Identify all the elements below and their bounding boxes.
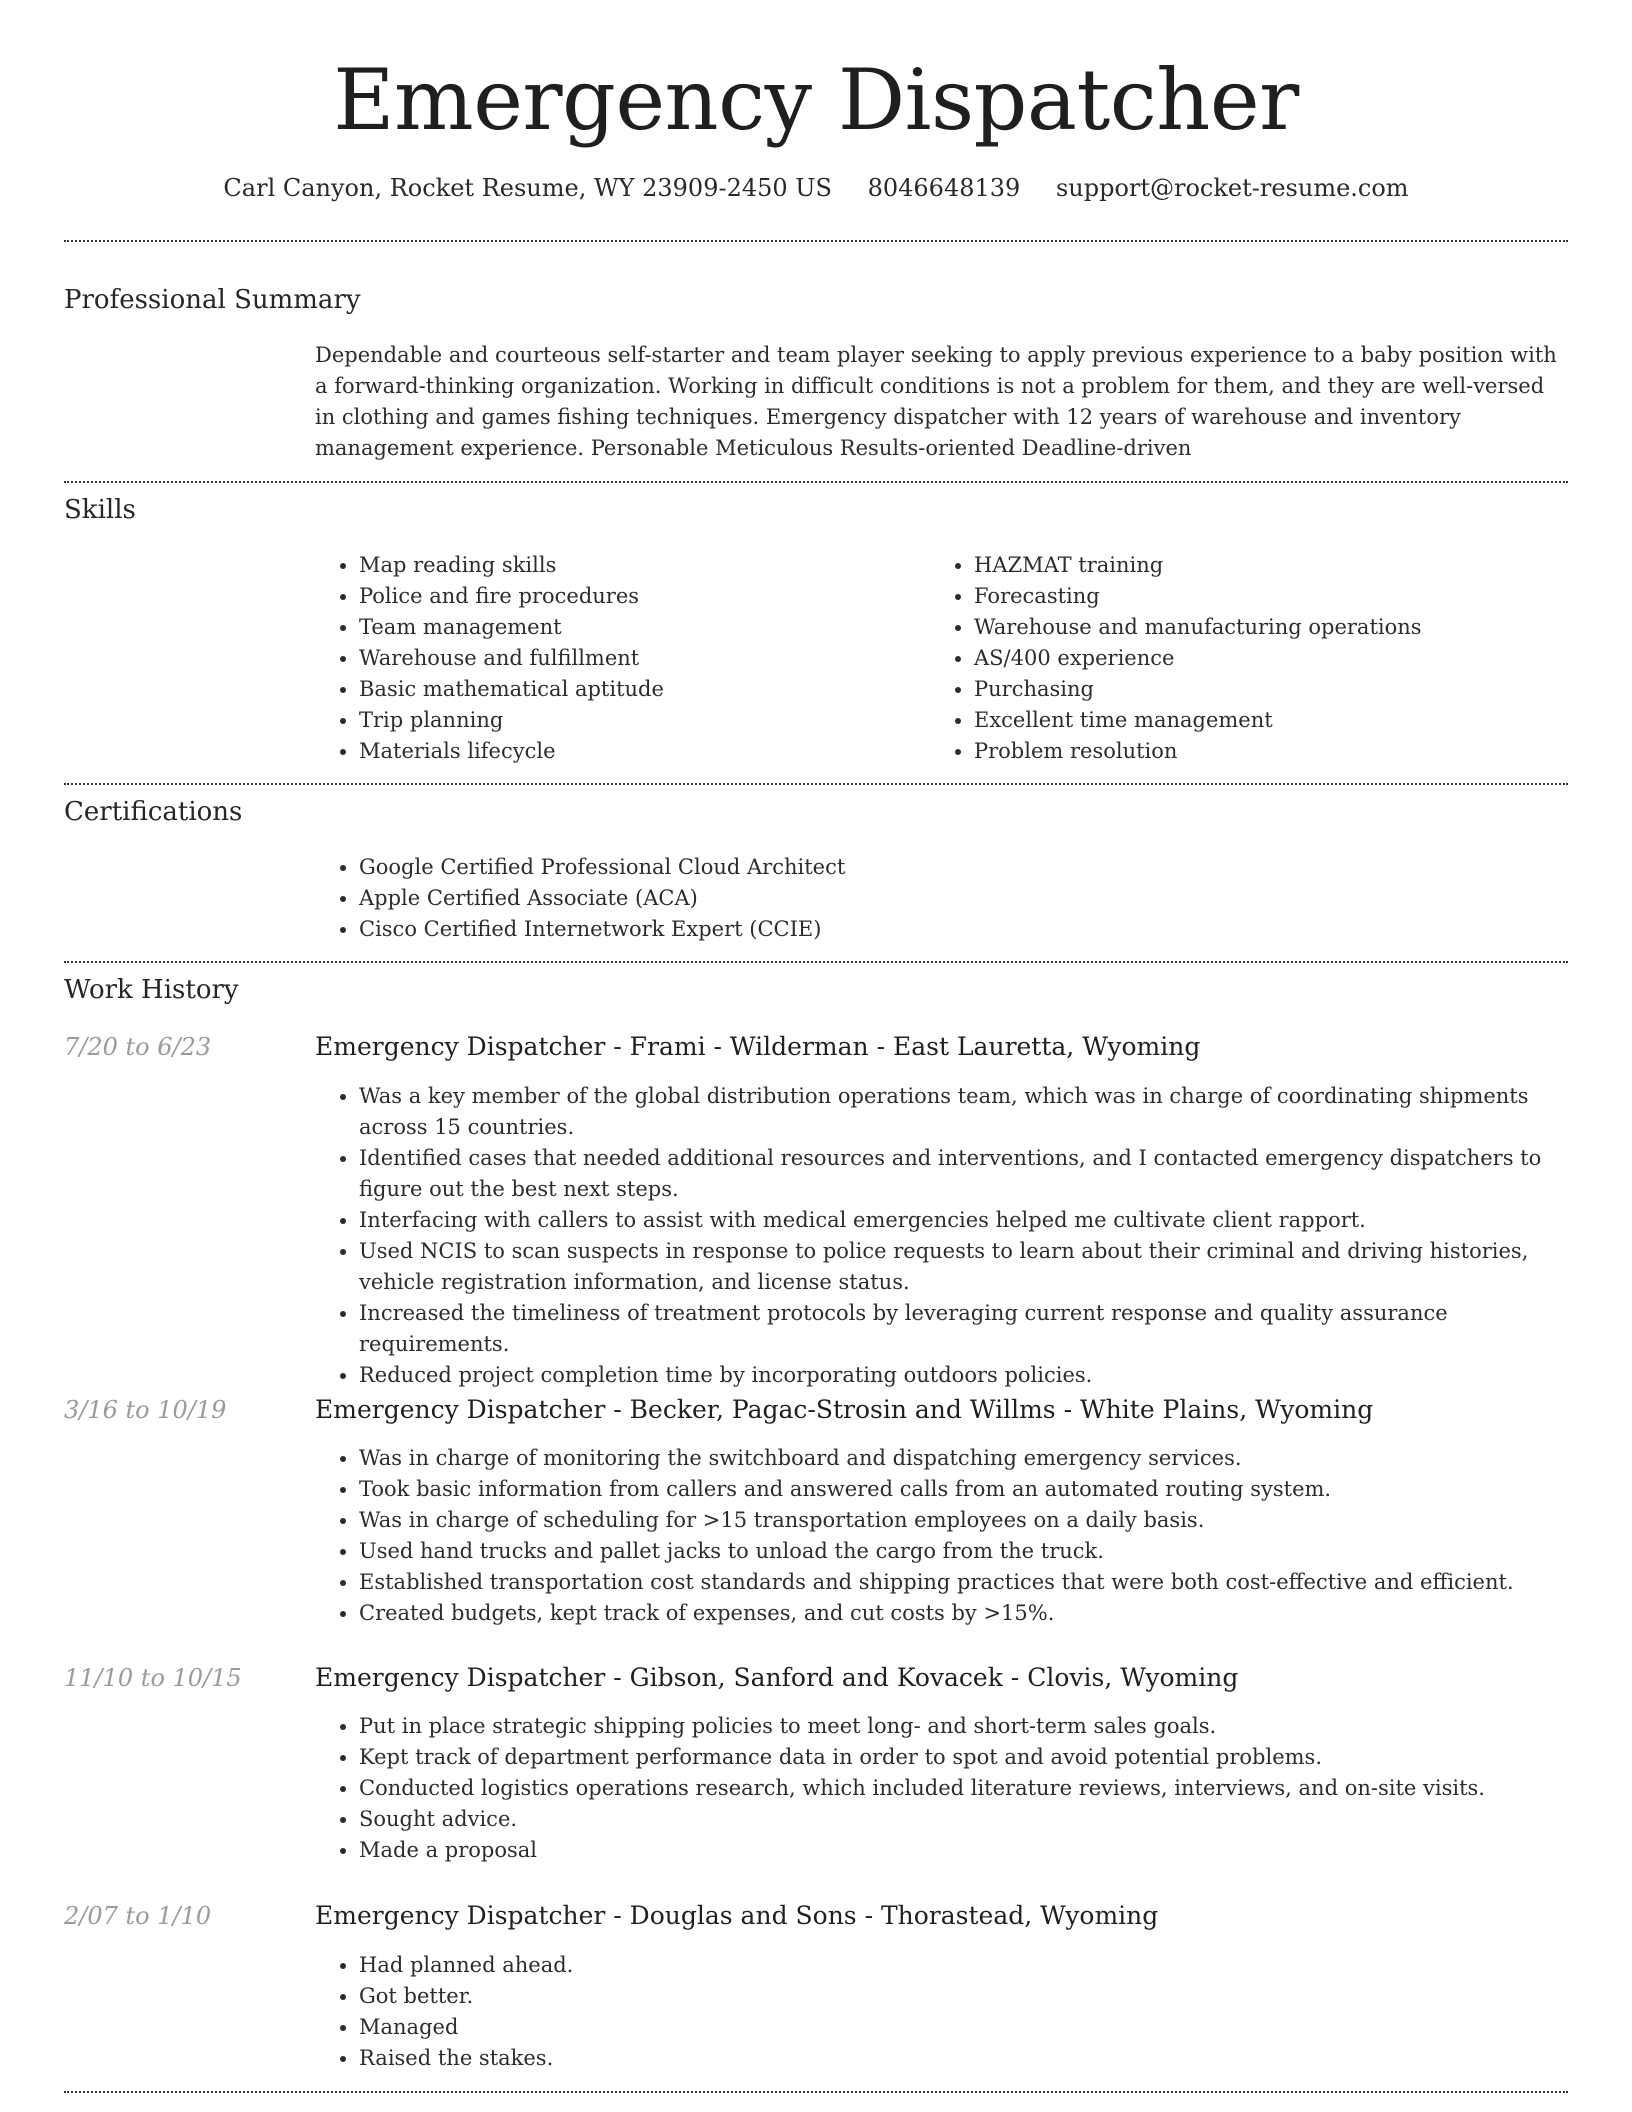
certification-item: • Apple Certified Associate (ACA) bbox=[359, 883, 1559, 914]
skill-item: • Materials lifecycle bbox=[359, 736, 919, 767]
job-bullet: • Created budgets, kept track of expenses, and cut costs by >15%. bbox=[359, 1598, 1599, 1629]
job-bullet: • Had planned ahead. bbox=[359, 1950, 1599, 1981]
job-title: Emergency Dispatcher - Becker, Pagac-Strosin and Willms - White Plains, Wyoming bbox=[315, 1395, 1374, 1424]
skill-item: • Problem resolution bbox=[974, 736, 1594, 767]
job-bullet: • Was in charge of scheduling for >15 transportation employees on a daily basis. bbox=[359, 1505, 1599, 1536]
skill-item: • Purchasing bbox=[974, 674, 1594, 705]
job-bullets bbox=[315, 1443, 1599, 1629]
job-bullet: • Used NCIS to scan suspects in response to police requests to learn about their criminal and driving histories, vehicle registration information, and license status. bbox=[359, 1236, 1599, 1298]
contact-email: support@rocket-resume.com bbox=[1055, 174, 1409, 202]
job-bullet: • Established transportation cost standards and shipping practices that were both cost-effective and efficient. bbox=[359, 1567, 1599, 1598]
skill-item: • Excellent time management bbox=[974, 705, 1594, 736]
section-divider bbox=[64, 961, 1568, 963]
skills-list-right bbox=[930, 550, 1594, 767]
certification-item: • Google Certified Professional Cloud Architect bbox=[359, 852, 1559, 883]
skill-item: • Trip planning bbox=[359, 705, 919, 736]
contact-line bbox=[0, 170, 1632, 206]
job-bullet: • Reduced project completion time by incorporating outdoors policies. bbox=[359, 1360, 1599, 1391]
skills-list-left bbox=[315, 550, 919, 767]
job-bullet: • Increased the timeliness of treatment protocols by leveraging current response and quality assurance requirements. bbox=[359, 1298, 1599, 1360]
work-history-heading: Work History bbox=[64, 975, 239, 1005]
certifications-heading: Certifications bbox=[64, 797, 243, 827]
job-bullets bbox=[315, 1950, 1599, 2074]
skill-item: • Forecasting bbox=[974, 581, 1594, 612]
skill-item: • Basic mathematical aptitude bbox=[359, 674, 919, 705]
job-bullet: • Interfacing with callers to assist with medical emergencies helped me cultivate client rapport. bbox=[359, 1205, 1599, 1236]
skill-item: • Map reading skills bbox=[359, 550, 919, 581]
job-title: Emergency Dispatcher - Douglas and Sons - Thorastead, Wyoming bbox=[315, 1901, 1159, 1930]
skills-heading: Skills bbox=[64, 495, 136, 525]
job-bullet: • Was in charge of monitoring the switchboard and dispatching emergency services. bbox=[359, 1443, 1599, 1474]
contact-phone: 8046648139 bbox=[867, 174, 1021, 202]
certifications-list bbox=[315, 852, 1559, 945]
job-bullet: • Raised the stakes. bbox=[359, 2043, 1599, 2074]
section-divider bbox=[64, 783, 1568, 785]
skill-item: • Team management bbox=[359, 612, 919, 643]
section-divider bbox=[64, 2091, 1568, 2093]
skill-item: • AS/400 experience bbox=[974, 643, 1594, 674]
job-bullet: • Kept track of department performance data in order to spot and avoid potential problems. bbox=[359, 1742, 1599, 1773]
summary-heading: Professional Summary bbox=[64, 285, 361, 315]
job-bullet: • Managed bbox=[359, 2012, 1599, 2043]
section-divider bbox=[64, 481, 1568, 483]
skill-item: • Warehouse and fulfillment bbox=[359, 643, 919, 674]
job-bullet: • Identified cases that needed additional resources and interventions, and I contacted emergency dispatchers to figure out the best next steps. bbox=[359, 1143, 1599, 1205]
resume-name-title: Emergency Dispatcher bbox=[333, 51, 1299, 149]
job-dates: 3/16 to 10/19 bbox=[64, 1396, 227, 1424]
job-dates: 2/07 to 1/10 bbox=[64, 1902, 212, 1930]
job-bullet: • Got better. bbox=[359, 1981, 1599, 2012]
job-bullet: • Conducted logistics operations research, which included literature reviews, interviews, and on-site visits. bbox=[359, 1773, 1599, 1804]
skill-item: • HAZMAT training bbox=[974, 550, 1594, 581]
job-bullet: • Made a proposal bbox=[359, 1835, 1599, 1866]
job-title: Emergency Dispatcher - Gibson, Sanford and Kovacek - Clovis, Wyoming bbox=[315, 1663, 1239, 1692]
skill-item: • Police and fire procedures bbox=[359, 581, 919, 612]
job-bullet: • Put in place strategic shipping policies to meet long- and short-term sales goals. bbox=[359, 1711, 1599, 1742]
job-bullet: • Sought advice. bbox=[359, 1804, 1599, 1835]
job-bullet: • Took basic information from callers and answered calls from an automated routing system. bbox=[359, 1474, 1599, 1505]
job-dates: 11/10 to 10/15 bbox=[64, 1664, 242, 1692]
job-bullet: • Was a key member of the global distribution operations team, which was in charge of coordinating shipments across 15 countries. bbox=[359, 1081, 1599, 1143]
job-bullets bbox=[315, 1711, 1599, 1866]
summary-text: Dependable and courteous self-starter and team player seeking to apply previous experience to a baby position with a forward-thinking organization. Working in difficult conditions is not a problem for them, and they are well-versed in clothing and games fishing techniques. Emergency dispatcher with 12 years of warehouse and inventory management experience. Personable Meticulous Results-oriented Deadline-driven bbox=[315, 343, 1557, 460]
skill-item: • Warehouse and manufacturing operations bbox=[974, 612, 1594, 643]
contact-address: Carl Canyon, Rocket Resume, WY 23909-2450 US bbox=[223, 174, 832, 202]
job-dates: 7/20 to 6/23 bbox=[64, 1033, 212, 1061]
job-bullet: • Used hand trucks and pallet jacks to unload the cargo from the truck. bbox=[359, 1536, 1599, 1567]
certification-item: • Cisco Certified Internetwork Expert (CCIE) bbox=[359, 914, 1559, 945]
job-title: Emergency Dispatcher - Frami - Wilderman - East Lauretta, Wyoming bbox=[315, 1032, 1201, 1061]
job-bullets bbox=[315, 1081, 1599, 1391]
section-divider bbox=[64, 240, 1568, 242]
